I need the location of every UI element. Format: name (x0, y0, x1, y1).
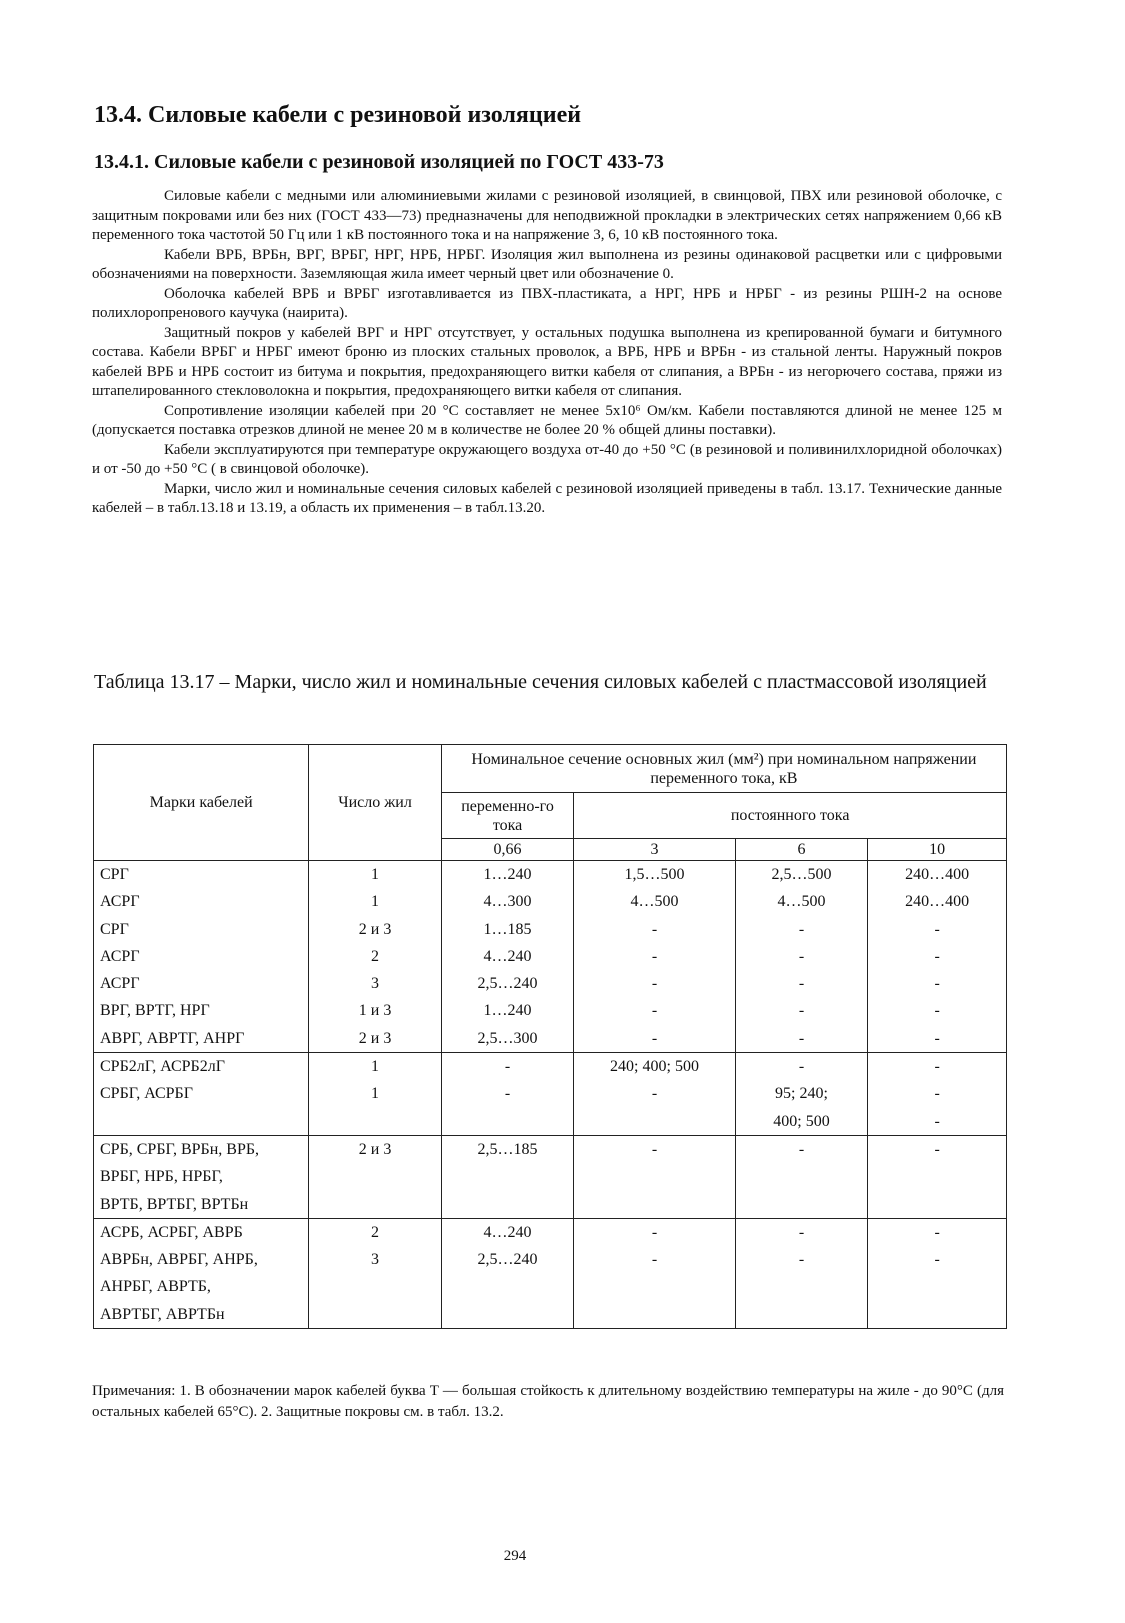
v3-cell (574, 1053, 735, 1136)
paragraph: Кабели эксплуатируются при температуре окружающего воздуха от-40 до +50 °С (в резиновой и поливинилхлоридной оболочках) и от -50 до +50 °С ( в свинцовой оболочке). (92, 441, 1002, 477)
section-heading: 13.4. Силовые кабели с резиновой изоляцией (94, 102, 582, 128)
v3-line: 1,5…500 (624, 866, 685, 883)
cores-line: 1 (371, 1058, 380, 1076)
subsection-heading: 13.4.1. Силовые кабели с резиновой изоляцией по ГОСТ 433-73 (94, 151, 664, 173)
v066-line: 4…240 (483, 1223, 532, 1241)
paragraph: Оболочка кабелей ВРБ и ВРБГ изготавливается из ПВХ-пластиката, а НРГ, НРБ и НРБГ - из резины РШН-2 на основе полихлоропренового каучука (наирита). (92, 285, 1002, 321)
v6-cell (735, 1218, 867, 1328)
v6-line: 4…500 (777, 893, 826, 911)
v3-line: - (651, 1251, 658, 1269)
v10-line: - (934, 1058, 940, 1076)
v10-line: 240…400 (905, 893, 970, 911)
cores-line: 1 (371, 866, 380, 883)
v066-line: 2,5…240 (477, 1251, 538, 1269)
v3-cell (574, 1135, 735, 1218)
header-voltage-066: 0,66 (441, 839, 573, 861)
v6-cell (735, 861, 867, 1053)
v066-line: 2,5…240 (477, 975, 538, 993)
paragraph: Кабели ВРБ, ВРБн, ВРГ, ВРБГ, НРГ, НРБ, НРБГ. Изоляция жил выполнена из резины одинаковой расцветки или с цифровыми обозначениями на поверхности. Заземляющая жила имеет черный цвет или обозначение 0. (92, 246, 1002, 282)
v6-line: - (798, 1002, 805, 1020)
paragraph: Силовые кабели с медными или алюминиевыми жилами с резиновой изоляцией, в свинцовой, ПВХ или резиновой оболочке, с защитным покровами или без них (ГОСТ 433—73) предназначены для неподвижной прокладки в электрических сетях напряжением 0,66 кВ переменного тока частотой 50 Гц или 1 кВ постоянного тока и на напряжение 3, 6, 10 кВ постоянного тока. (92, 188, 1002, 243)
page-number: 294 (503, 1548, 527, 1564)
brand-line: АНРБГ, АВРТБ, (100, 1278, 211, 1296)
table-notes: Примечания: 1. В обозначении марок кабелей буква Т — большая стойкость к длительному воздействию температуры на жиле - до 90°С (для остальных кабелей 65°С). 2. Защитные покровы см. в табл. 13.2. (92, 1383, 1004, 1420)
v3-line: - (651, 1029, 658, 1047)
v6-cell (735, 1135, 867, 1218)
cores-line: 2 (371, 947, 380, 965)
v6-line: - (798, 1058, 805, 1076)
brands-cell (94, 1053, 309, 1136)
paragraph: Сопротивление изоляции кабелей при 20 °С составляет не менее 5x10⁶ Ом/км. Кабели поставляются длиной не менее 125 м (допускается поставка отрезков длиной не менее 20 м в количестве не более 20 % общей длины поставки). (92, 402, 1002, 438)
v10-cell (868, 1135, 1007, 1218)
header-voltage-3: 3 (574, 839, 735, 861)
cores-line: 2 и 3 (358, 1140, 392, 1158)
v066-line: 1…185 (483, 920, 532, 938)
v3-line: - (651, 1223, 658, 1241)
header-ac: переменно-го тока (441, 793, 573, 839)
cores-line: 2 и 3 (358, 920, 392, 938)
v066-line: 1…240 (483, 866, 532, 883)
v6-line: - (798, 1251, 805, 1269)
v3-line: - (651, 975, 658, 993)
table-row-group (94, 1135, 1007, 1218)
cores-line: 1 и 3 (358, 1002, 392, 1020)
v066-line: 2,5…185 (477, 1140, 538, 1158)
v6-line: - (798, 1140, 805, 1158)
cores-cell (309, 1218, 441, 1328)
v10-line: - (934, 1112, 940, 1130)
brands-cell (94, 1218, 309, 1328)
cores-line: 3 (371, 1251, 380, 1269)
v10-line: - (934, 920, 940, 938)
v10-line: 240…400 (905, 866, 970, 883)
v10-cell (868, 1053, 1007, 1136)
cable-table (93, 744, 1007, 1329)
v6-line: - (798, 975, 805, 993)
v066-cell (441, 1218, 573, 1328)
brand-line: СРБ, СРБГ, ВРБн, ВРБ, (100, 1140, 260, 1158)
brand-line: СРГ (100, 920, 129, 938)
v3-line: - (651, 920, 658, 938)
v10-line: - (934, 1223, 940, 1241)
brand-line: ВРГ, ВРТГ, НРГ (100, 1002, 210, 1020)
v6-line: 2,5…500 (771, 866, 832, 883)
header-brands: Марки кабелей (94, 745, 309, 861)
brand-line: АСРГ (100, 947, 140, 965)
table-caption: Таблица 13.17 – Марки, число жил и номинальные сечения силовых кабелей с пластмассовой изоляцией (94, 671, 987, 693)
brand-line: СРБГ, АСРБГ (100, 1085, 193, 1103)
cores-line: 1 (371, 893, 380, 911)
v10-line: - (934, 1029, 940, 1047)
cores-line: 3 (371, 975, 380, 993)
cores-cell (309, 1053, 441, 1136)
header-dc: постоянного тока (574, 793, 1007, 839)
brand-line: ВРБГ, НРБ, НРБГ, (100, 1168, 223, 1186)
body-text (92, 187, 1002, 519)
v066-cell (441, 861, 573, 1053)
brand-line (100, 1108, 302, 1135)
brand-line: АСРБ, АСРБГ, АВРБ (100, 1223, 243, 1241)
header-section-group: Номинальное сечение основных жил (мм²) при номинальном напряжении переменного тока, кВ (441, 745, 1006, 793)
cores-cell (309, 1135, 441, 1218)
v066-line: - (504, 1058, 511, 1076)
table-row-group (94, 1053, 1007, 1136)
table-row-group (94, 1218, 1007, 1328)
v10-line: - (934, 1002, 940, 1020)
v3-line: - (651, 1085, 658, 1103)
v6-line: - (798, 1029, 805, 1047)
header-voltage-10: 10 (868, 839, 1007, 861)
v10-cell (868, 861, 1007, 1053)
v3-cell (574, 861, 735, 1053)
cores-line: 1 (371, 1085, 380, 1103)
table-row-group (94, 861, 1007, 1053)
v066-line: 1…240 (483, 1002, 532, 1020)
cores-line: 2 и 3 (358, 1029, 392, 1047)
cores-cell (309, 861, 441, 1053)
brands-cell (94, 1135, 309, 1218)
v10-line: - (934, 1085, 940, 1103)
v6-line: 400; 500 (773, 1112, 830, 1130)
v066-line: 4…240 (483, 947, 532, 965)
cores-line: 2 (371, 1223, 380, 1241)
v10-line: - (934, 947, 940, 965)
v10-line: - (934, 1140, 940, 1158)
v3-cell (574, 1218, 735, 1328)
v3-line: 4…500 (630, 893, 679, 911)
brand-line: АСРГ (100, 975, 140, 993)
v3-line: - (651, 947, 658, 965)
header-cores: Число жил (309, 745, 441, 861)
v6-line: - (798, 947, 805, 965)
paragraph: Защитный покров у кабелей ВРГ и НРГ отсутствует, у остальных подушка выполнена из крепированной бумаги и битумного состава. Кабели ВРБГ и НРБГ имеют броню из плоских стальных проволок, а ВРБ, НРБ и ВРБн - из стальной ленты. Наружный покров кабелей ВРБ и НРБ состоит из битума и покрытия, предохраняющего витки кабеля от слипания, а ВРБн - из негорючего состава, пряжи из штапелированного стекловолокна и покрытия, предохраняющего витки кабеля от слипания. (92, 324, 1002, 399)
v066-line: 4…300 (483, 893, 532, 911)
v10-line: - (934, 1251, 940, 1269)
brand-line: ВРТБ, ВРТБГ, ВРТБн (100, 1195, 249, 1213)
v6-line: - (798, 920, 805, 938)
v3-line: - (651, 1140, 658, 1158)
v10-cell (868, 1218, 1007, 1328)
paragraph: Марки, число жил и номинальные сечения силовых кабелей с резиновой изоляцией приведены в табл. 13.17. Технические данные кабелей – в табл.13.18 и 13.19, а область их применения – в табл.13.20. (92, 480, 1002, 516)
v6-cell (735, 1053, 867, 1136)
brands-cell (94, 861, 309, 1053)
v066-cell (441, 1053, 573, 1136)
brand-line: АСРГ (100, 893, 140, 911)
v066-line: - (504, 1085, 511, 1103)
v6-line: - (798, 1223, 805, 1241)
brand-line: СРГ (100, 866, 129, 883)
v066-cell (441, 1135, 573, 1218)
brand-line: АВРБн, АВРБГ, АНРБ, (100, 1251, 258, 1269)
brand-line: АВРТБГ, АВРТБн (100, 1305, 225, 1323)
brand-line: АВРГ, АВРТГ, АНРГ (100, 1029, 245, 1047)
brand-line: СРБ2лГ, АСРБ2лГ (100, 1058, 225, 1076)
v6-line: 95; 240; (775, 1085, 828, 1103)
v066-line: 2,5…300 (477, 1029, 538, 1047)
v10-line: - (934, 975, 940, 993)
v3-line: 240; 400; 500 (610, 1058, 699, 1076)
v3-line: - (651, 1002, 658, 1020)
header-voltage-6: 6 (735, 839, 867, 861)
